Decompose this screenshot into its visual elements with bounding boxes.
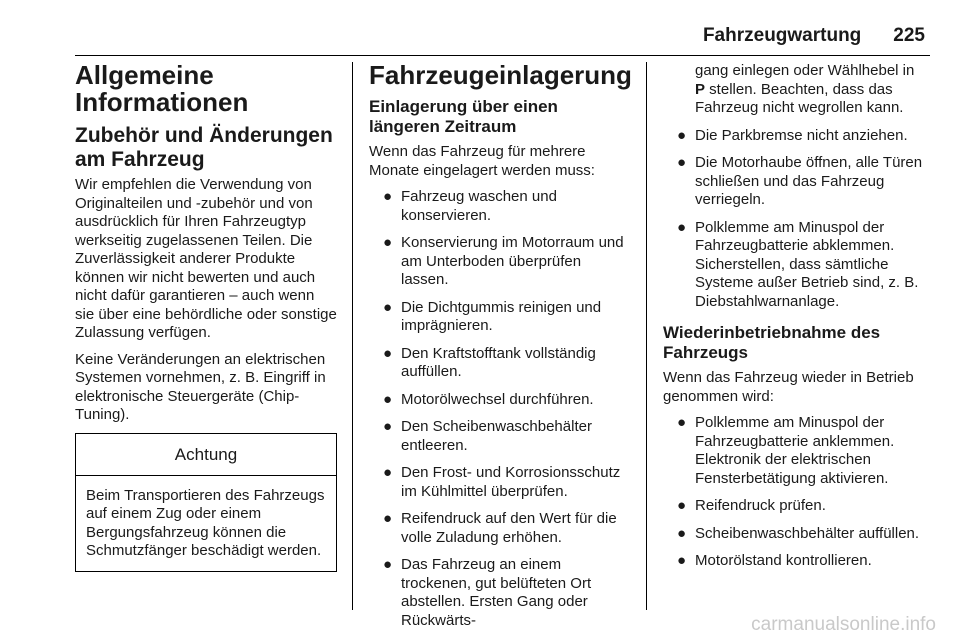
paragraph-recommissioning-intro: Wenn das Fahrzeug wieder in Betrieb genommen wird:: [663, 369, 914, 405]
watermark: carmanualsonline.info: [751, 614, 936, 635]
list-item: ● Scheibenwaschbehälter auffüllen.: [677, 524, 920, 542]
list-item: ● Die Parkbremse nicht anziehen.: [677, 126, 908, 144]
column-divider-left: [352, 62, 353, 610]
list-item: ● Den Kraftstofftank vollständig auffüllen.: [383, 344, 596, 380]
page-header: [703, 25, 925, 47]
heading-recommissioning: Wiederinbetriebnahme des Fahrzeugs: [663, 323, 881, 362]
list-item: ● Konservierung im Motorraum und am Unterboden überprüfen lassen.: [383, 234, 624, 288]
list-item: ● Reifendruck prüfen.: [677, 497, 826, 514]
list-item: ● Polklemme am Minuspol der Fahrzeugbatterie anklemmen. Elektronik der elektrischen Fensterbetätigung aktivieren.: [677, 414, 895, 487]
list-item: ● Reifendruck auf den Wert für die volle Zuladung erhöhen.: [383, 510, 617, 546]
page-number: 225: [893, 25, 925, 46]
column-divider-right: [646, 62, 647, 610]
column-general-info: [75, 62, 337, 572]
list-item-continuation: gang einlegen oder Wählhebel in P stellen. Beachten, dass das Fahrzeug nicht wegrollen kann.: [695, 62, 915, 116]
heading-vehicle-storage: Fahrzeugeinlagerung: [369, 60, 632, 90]
list-item: ● Die Dichtgummis reinigen und imprägnieren.: [383, 298, 602, 334]
list-item: ● Den Frost- und Korrosionsschutz im Kühlmittel überprüfen.: [383, 464, 621, 500]
warning-box: [75, 433, 337, 572]
heading-long-term-storage: Einlagerung über einen längeren Zeitraum: [369, 97, 558, 136]
warning-title: Achtung: [76, 434, 336, 476]
list-item: ● Die Motorhaube öffnen, alle Türen schließen und das Fahrzeug verriegeln.: [677, 154, 923, 208]
paragraph-electrical-changes: Keine Veränderungen an elektrischen Systemen vornehmen, z. B. Eingriff in elektronische Steuergeräte (Chip-Tuning).: [75, 350, 326, 423]
paragraph-original-parts: Wir empfehlen die Verwendung von Originalteilen und -zubehör und von ausdrücklich für Ihren Fahrzeugtyp werkseitig zugelassenen Teilen. Die Zuverlässigkeit anderer Produkte können wir nicht bewerten und auch nicht dafür garantieren – auch wenn sie über eine behördliche oder sonstige Zulassung verfügen.: [75, 176, 337, 341]
heading-accessories: Zubehör und Änderungen am Fahrzeug: [75, 124, 333, 171]
column-vehicle-storage: [369, 62, 631, 639]
section-title: Fahrzeugwartung: [702, 25, 862, 46]
recommissioning-checklist: [663, 414, 928, 571]
storage-checklist-continued: [663, 127, 928, 312]
list-item: ● Den Scheibenwaschbehälter entleeren.: [383, 418, 592, 454]
list-item: ● Motorölstand kontrollieren.: [677, 552, 872, 569]
list-item: ● Motorölwechsel durchführen.: [383, 390, 594, 408]
list-item: ● Fahrzeug waschen und konservieren.: [383, 188, 557, 224]
heading-general-info: Allgemeine Informationen: [75, 60, 249, 117]
paragraph-storage-intro: Wenn das Fahrzeug für mehrere Monate eingelagert werden muss:: [369, 143, 595, 179]
column-storage-continued: [663, 62, 928, 580]
list-item: ● Polklemme am Minuspol der Fahrzeugbatterie abklemmen. Sicherstellen, dass sämtliche Systeme außer Betrieb sind, z. B. Diebstahlwarnanlage.: [677, 218, 919, 310]
storage-checklist: [369, 188, 631, 630]
list-item: ● Das Fahrzeug an einem trockenen, gut belüfteten Ort abstellen. Ersten Gang oder Rückwärts-: [383, 556, 592, 629]
warning-text: Beim Transportieren des Fahrzeugs auf einem Zug oder einem Bergungsfahrzeug können die Schmutzfänger beschädigt werden.: [86, 486, 325, 559]
header-rule: [75, 55, 930, 56]
